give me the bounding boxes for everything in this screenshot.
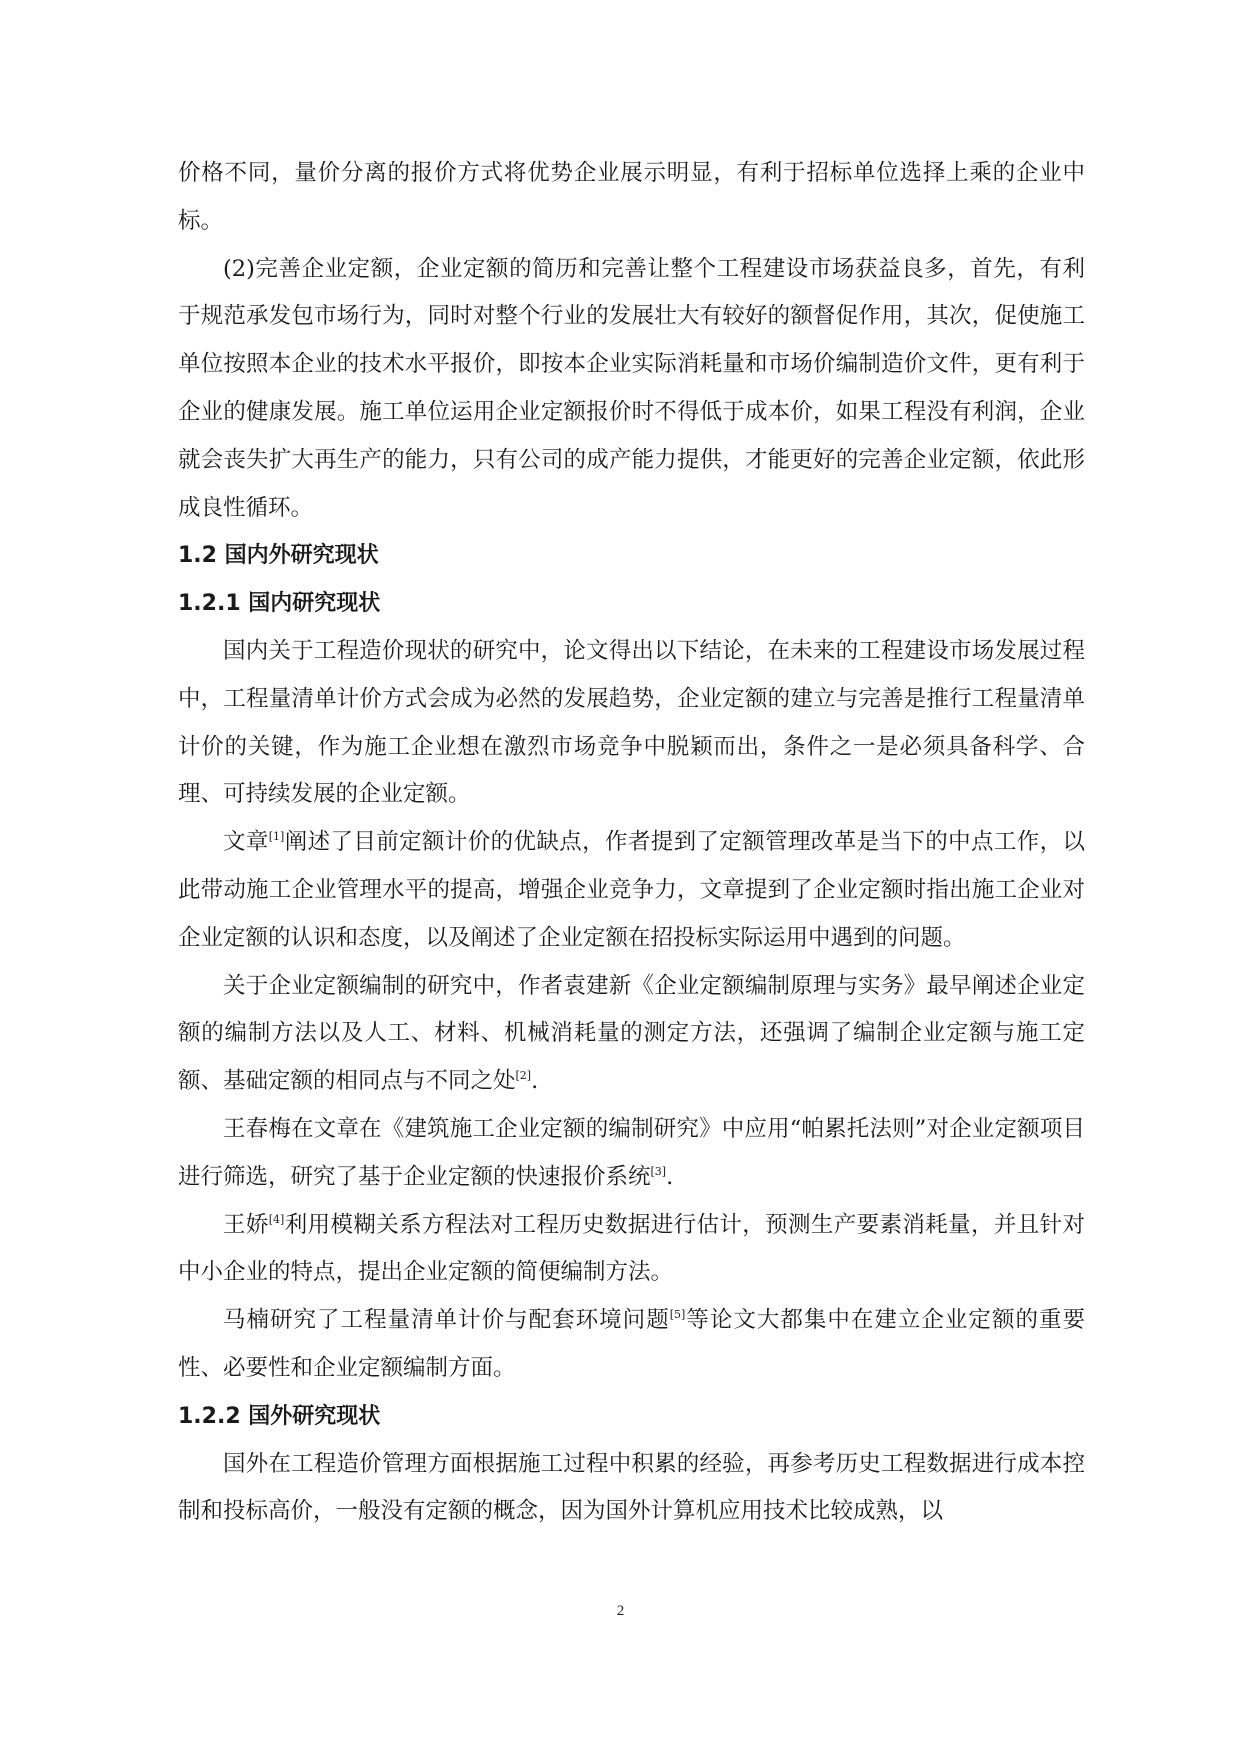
text-run: 等论文大都集中在建立企业定额的重要性、必要性和企业定额编制方面。 [178, 1307, 1085, 1381]
paragraph [178, 150, 1085, 246]
citation-ref: [4] [268, 1212, 285, 1226]
text-run: 王娇 [223, 1211, 269, 1238]
paragraph [178, 1441, 1085, 1537]
text-run: 关于企业定额编制的研究中，作者袁建新《企业定额编制原理与实务》最早阐述企业定额的编制方法以及人工、材料、机械消耗量的测定方法，还强调了编制企业定额与施工定额、基础定额的相同点与不同之处 [178, 972, 1085, 1095]
section-heading: 1.2 国内外研究现状 [178, 543, 379, 569]
text-run: 国内关于工程造价现状的研究中，论文得出以下结论，在未来的工程建设市场发展过程中，工程量清单计价方式会成为必然的发展趋势，企业定额的建立与完善是推行工程量清单计价的关键，作为施工企业想在激烈市场竞争中脱颖而出，条件之一是必须具备科学、合理、可持续发展的企业定额。 [178, 637, 1085, 808]
text-run: . [666, 1163, 674, 1190]
text-run: 阐述了目前定额计价的优缺点，作者提到了定额管理改革是当下的中点工作，以此带动施工企业管理水平的提高，增强企业竞争力，文章提到了企业定额时指出施工企业对企业定额的认识和态度，以及阐述了企业定额在招投标实际运用中遇到的问题。 [178, 829, 1085, 951]
paragraph [178, 1106, 1085, 1202]
text-run: . [531, 1068, 539, 1095]
paragraph [178, 246, 1085, 533]
section-heading: 1.2.1 国内研究现状 [178, 591, 381, 617]
text-run: 价格不同，量价分离的报价方式将优势企业展示明显，有利于招标单位选择上乘的企业中标。 [178, 160, 1085, 234]
text-run: 文章 [223, 829, 269, 856]
text-run: 利用模糊关系方程法对工程历史数据进行估计，预测生产要素消耗量，并且针对中小企业的特点，提出企业定额的简便编制方法。 [178, 1211, 1085, 1286]
document-body [178, 150, 1085, 1536]
page-number: 2 [616, 1603, 625, 1619]
citation-ref: [3] [650, 1164, 667, 1178]
citation-ref: [2] [515, 1069, 532, 1083]
citation-ref: [5] [669, 1308, 686, 1322]
text-run: 国外在工程造价管理方面根据施工过程中积累的经验，再参考历史工程数据进行成本控制和投标高价，一般没有定额的概念，因为国外计算机应用技术比较成熟，以 [178, 1450, 1085, 1525]
citation-ref: [1] [268, 830, 285, 844]
text-run: 马楠研究了工程量清单计价与配套环境问题 [223, 1307, 670, 1334]
paragraph [178, 963, 1085, 1106]
text-run: (2)完善企业定额，企业定额的简历和完善让整个工程建设市场获益良多，首先，有利于规范承发包市场行为，同时对整个行业的发展壮大有较好的额督促作用，其次，促使施工单位按照本企业的技术水平报价，即按本企业实际消耗量和市场价编制造价文件，更有利于企业的健康发展。施工单位运用企业定额报价时不得低于成本价，如果工程没有利润，企业就会丧失扩大再生产的能力，只有公司的成产能力提供，才能更好的完善企业定额，依此形成良性循环。 [178, 255, 1085, 521]
text-run: 王春梅在文章在《建筑施工企业定额的编制研究》中应用“帕累托法则”对企业定额项目进行筛选，研究了基于企业定额的快速报价系统 [178, 1115, 1085, 1190]
section-heading: 1.2.2 国外研究现状 [178, 1403, 381, 1429]
paragraph [178, 1297, 1085, 1393]
paragraph [178, 628, 1085, 819]
paragraph [178, 1202, 1085, 1298]
paragraph [178, 819, 1085, 962]
